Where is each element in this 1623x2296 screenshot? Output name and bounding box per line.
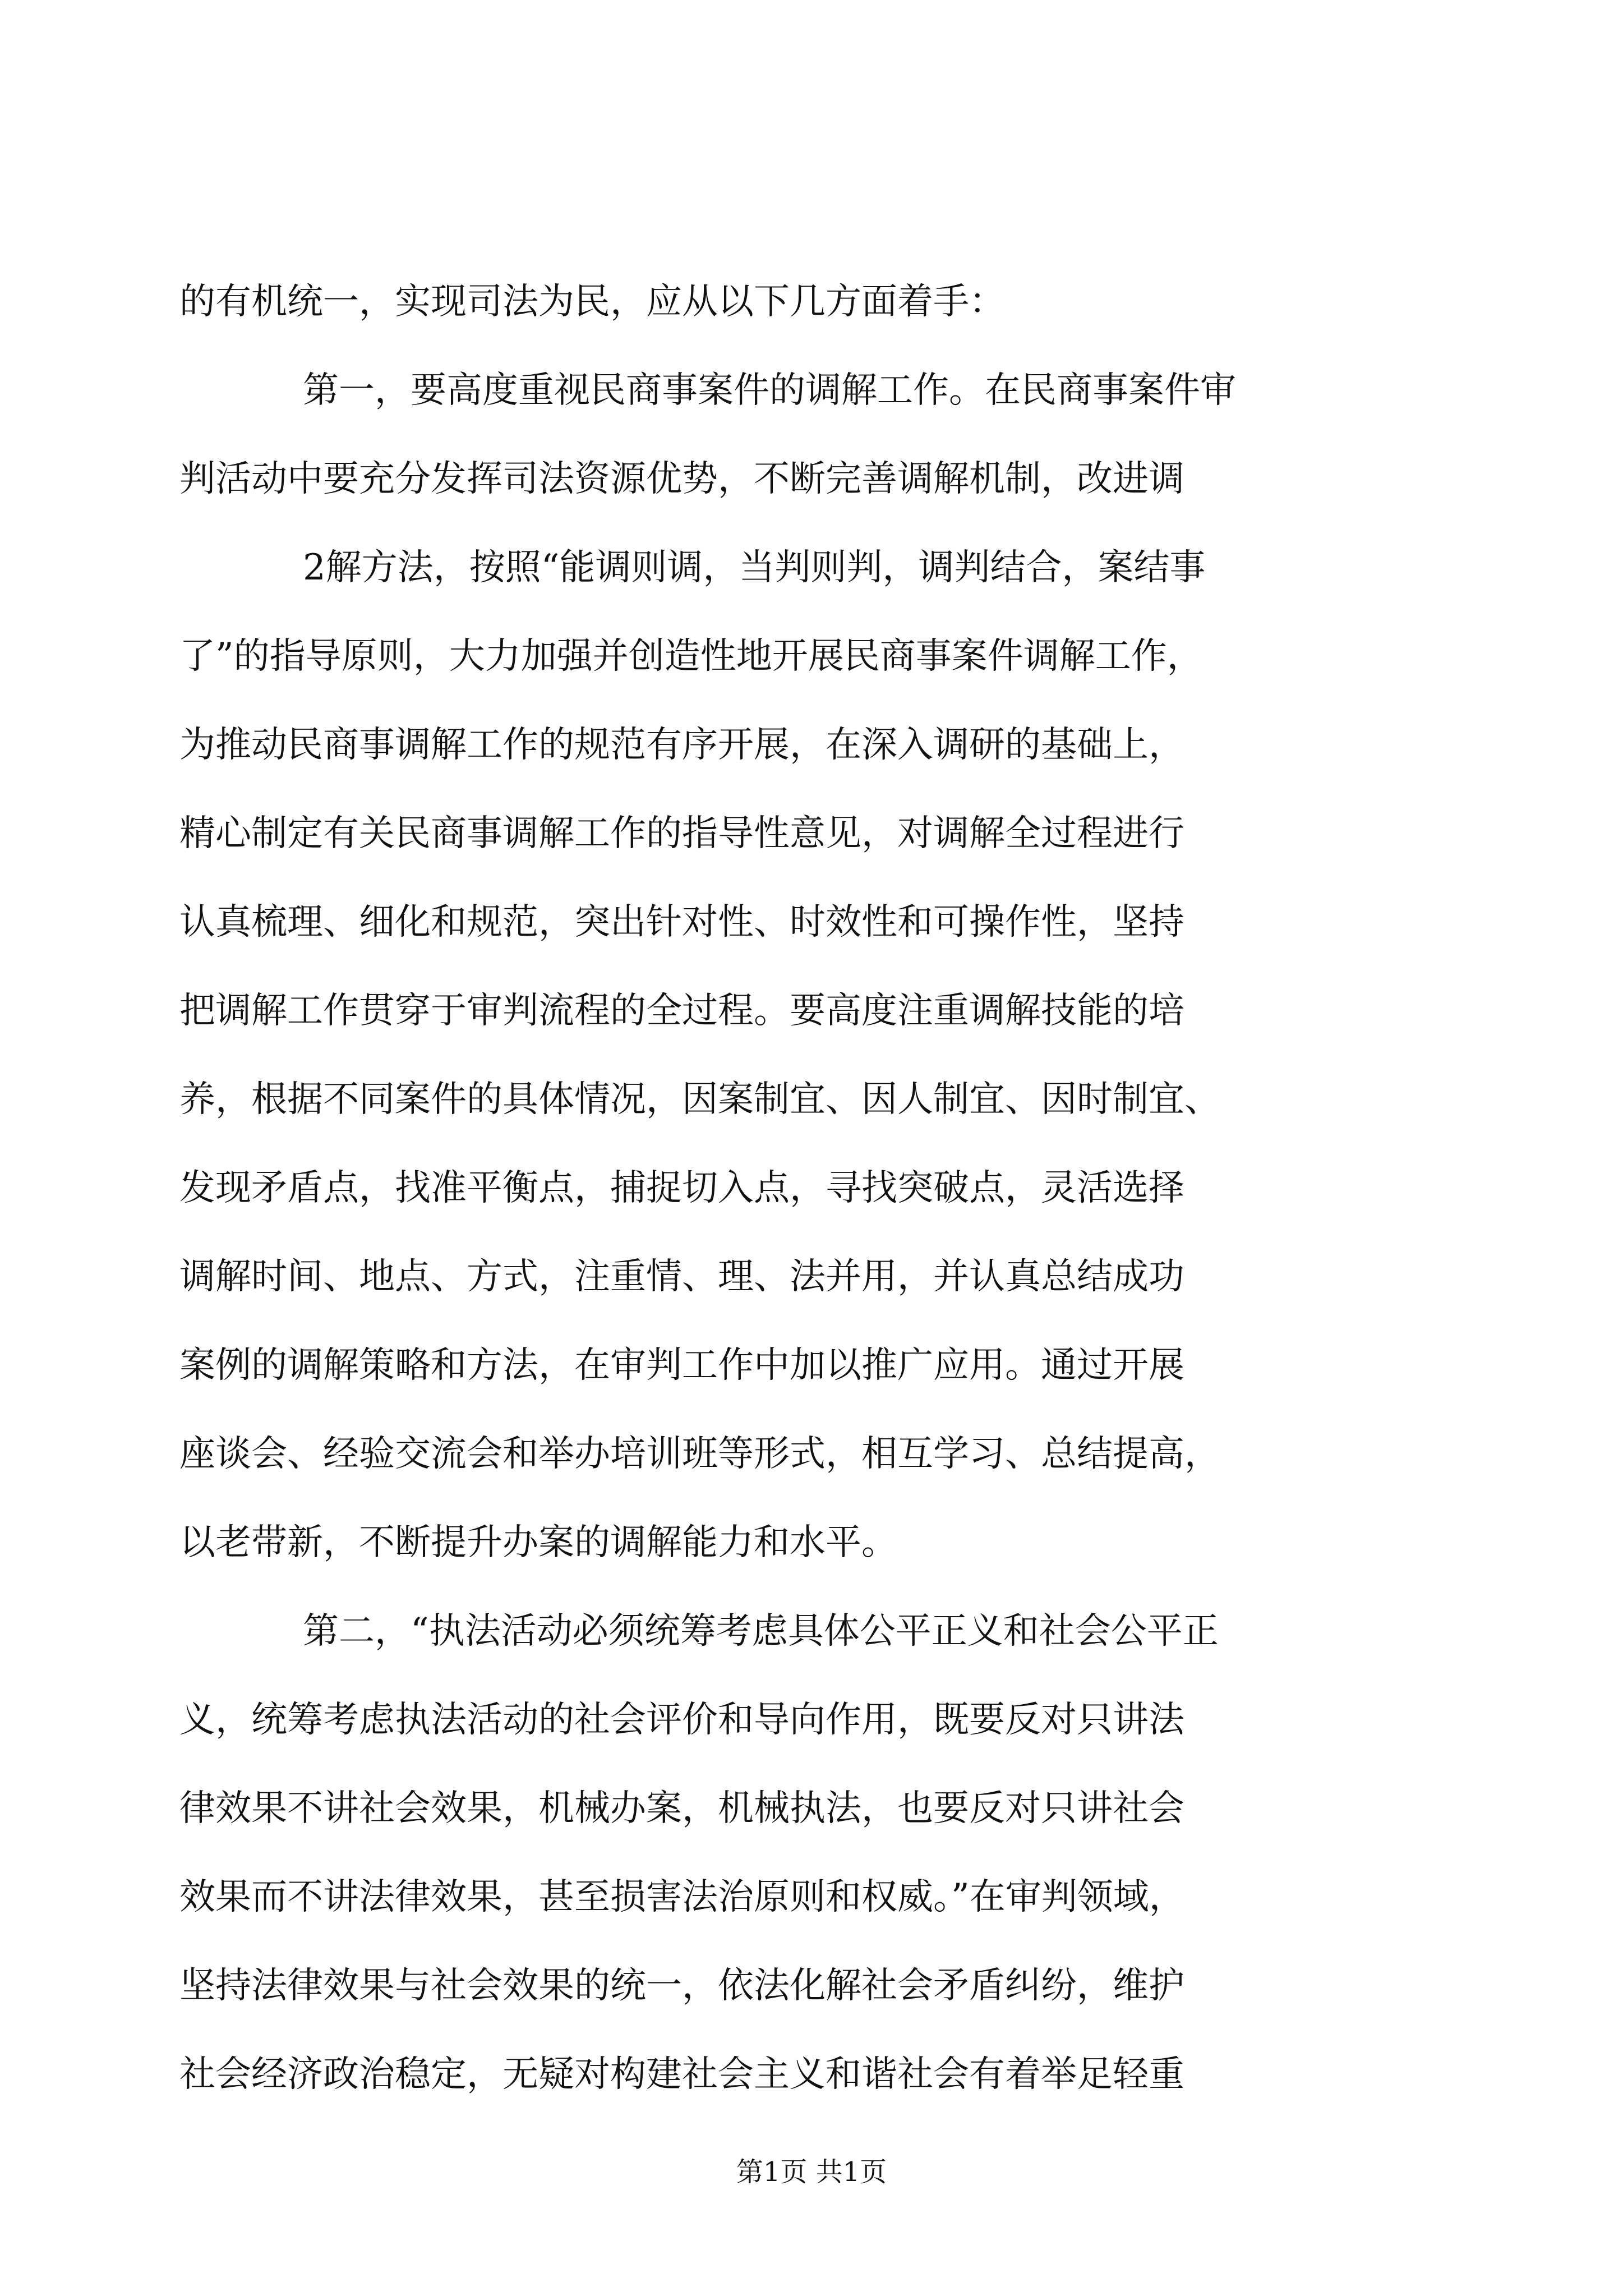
text-line: 了”的指导原则，大力加强并创造性地开展民商事案件调解工作， [179, 636, 1203, 677]
text-line: 精心制定有关民商事调解工作的指导性意见，对调解全过程进行 [179, 813, 1184, 854]
text-line: 为推动民商事调解工作的规范有序开展，在深入调研的基础上， [179, 724, 1184, 766]
text-line: 2解方法，按照“能调则调，当判则判，调判结合，案结事 [303, 547, 1206, 588]
text-line: 律效果不讲社会效果，机械办案，机械执法，也要反对只讲社会 [179, 1788, 1184, 1829]
page-number-footer: 第1页 共1页 [736, 2156, 887, 2188]
text-line: 座谈会、经验交流会和举办培训班等形式，相互学习、总结提高， [179, 1433, 1220, 1475]
text-line: 社会经济政治稳定，无疑对构建社会主义和谐社会有着举足轻重 [179, 2054, 1184, 2095]
text-line: 发现矛盾点，找准平衡点，捕捉切入点，寻找突破点，灵活选择 [179, 1167, 1184, 1209]
text-line: 调解时间、地点、方式，注重情、理、法并用，并认真总结成功 [179, 1256, 1184, 1297]
text-line: 坚持法律效果与社会效果的统一，依法化解社会矛盾纠纷，维护 [179, 1965, 1184, 2007]
text-line: 第二，“执法活动必须统筹考虑具体公平正义和社会公平正 [303, 1611, 1219, 1652]
text-line: 的有机统一，实现司法为民，应从以下几方面着手： [179, 281, 1005, 323]
text-line: 把调解工作贯穿于审判流程的全过程。要高度注重调解技能的培 [179, 990, 1184, 1032]
text-line: 案例的调解策略和方法，在审判工作中加以推广应用。通过开展 [179, 1345, 1184, 1386]
text-line: 认真梳理、细化和规范，突出针对性、时效性和可操作性，坚持 [179, 901, 1184, 943]
text-line: 养，根据不同案件的具体情况，因案制宜、因人制宜、因时制宜、 [179, 1079, 1220, 1120]
text-line: 第一，要高度重视民商事案件的调解工作。在民商事案件审 [303, 370, 1236, 411]
text-line: 判活动中要充分发挥司法资源优势，不断完善调解机制，改进调 [179, 458, 1184, 500]
text-line: 义，统筹考虑执法活动的社会评价和导向作用，既要反对只讲法 [179, 1699, 1184, 1741]
text-line: 效果而不讲法律效果，甚至损害法治原则和权威。”在审判领域， [179, 1876, 1185, 1918]
text-line: 以老带新，不断提升办案的调解能力和水平。 [179, 1522, 897, 1563]
